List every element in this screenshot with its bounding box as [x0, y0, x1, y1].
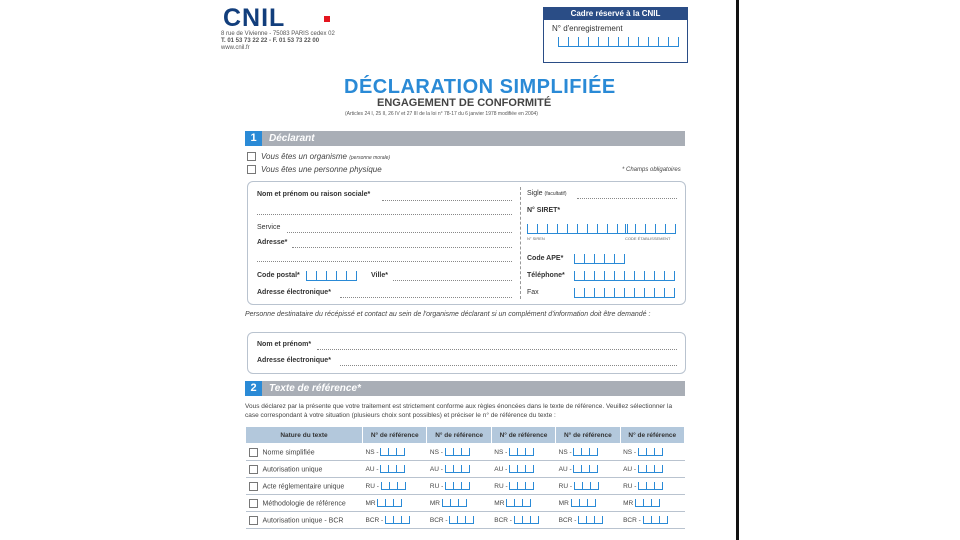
- fax-label: Fax: [527, 289, 539, 296]
- checkbox-organisme[interactable]: [247, 152, 256, 161]
- phone-boxes[interactable]: [574, 271, 675, 281]
- reference-cell[interactable]: NS -: [363, 444, 427, 461]
- registration-number-label: N° d'enregistrement: [552, 24, 623, 33]
- section-2-number: 2: [245, 381, 262, 396]
- postal-code-label: Code postal*: [257, 272, 300, 279]
- sigle-label: Sigle (facultatif): [527, 190, 567, 197]
- address-input[interactable]: [292, 246, 512, 248]
- reference-cell[interactable]: RU -: [491, 478, 555, 495]
- sigle-input[interactable]: [577, 197, 677, 199]
- reference-cell[interactable]: AU -: [427, 461, 491, 478]
- email-input[interactable]: [340, 296, 512, 298]
- row-nature[interactable]: Autorisation unique: [246, 461, 363, 478]
- form-subtitle: ENGAGEMENT DE CONFORMITÉ: [377, 97, 552, 109]
- reference-cell[interactable]: NS -: [556, 444, 620, 461]
- contact-name-label: Nom et prénom*: [257, 341, 312, 348]
- name-input[interactable]: [382, 199, 512, 201]
- ape-label: Code APE*: [527, 255, 564, 262]
- service-label: Service: [257, 224, 281, 231]
- registration-number-boxes[interactable]: [558, 37, 687, 47]
- siren-caption: N° SIREN: [527, 236, 545, 241]
- table-row: [246, 495, 685, 512]
- col-ref-4: N° de référence: [556, 427, 620, 444]
- col-ref-2: N° de référence: [427, 427, 491, 444]
- cnil-logo: CNIL: [223, 4, 286, 32]
- etablissement-caption: CODE ÉTABLISSEMENT: [625, 236, 671, 241]
- city-label: Ville*: [371, 272, 388, 279]
- email-label: Adresse électronique*: [257, 289, 331, 296]
- contact-name-input[interactable]: [317, 348, 677, 350]
- postal-code-boxes[interactable]: [306, 271, 357, 281]
- siret-label: N° SIRET*: [527, 207, 561, 214]
- section-1-number: 1: [245, 131, 262, 146]
- reference-cell[interactable]: RU -: [556, 478, 620, 495]
- reference-cell[interactable]: MR: [620, 495, 684, 512]
- reference-cell[interactable]: MR: [427, 495, 491, 512]
- table-header-row: [246, 427, 685, 444]
- contact-panel: [247, 332, 686, 374]
- option-organisme[interactable]: Vous êtes un organisme (personne morale): [247, 152, 390, 161]
- option-personne-physique[interactable]: Vous êtes une personne physique: [247, 165, 382, 174]
- table-row: [246, 461, 685, 478]
- legal-reference: (Articles 24 I, 25 II, 26 IV et 27 III de la loi n° 78-17 du 6 janvier 1978 modifiée en 2004): [345, 111, 538, 117]
- fax-boxes[interactable]: [574, 288, 675, 298]
- address-label: Adresse*: [257, 239, 288, 246]
- row-nature[interactable]: Norme simplifiée: [246, 444, 363, 461]
- ape-boxes[interactable]: [574, 254, 625, 264]
- form-title: DÉCLARATION SIMPLIFIÉE: [344, 76, 616, 98]
- reference-cell[interactable]: MR: [491, 495, 555, 512]
- reference-cell[interactable]: MR: [556, 495, 620, 512]
- form-page: [207, 0, 737, 540]
- col-ref-5: N° de référence: [620, 427, 684, 444]
- reference-cell[interactable]: RU -: [363, 478, 427, 495]
- required-fields-note: * Champs obligatoires: [622, 167, 681, 173]
- row-nature[interactable]: Autorisation unique - BCR: [246, 512, 363, 529]
- page-edge-rule: [736, 0, 739, 540]
- reference-cell[interactable]: BCR -: [620, 512, 684, 529]
- reference-table: [245, 426, 685, 529]
- section-2-header: [245, 381, 685, 396]
- cnil-reserved-header: Cadre réservé à la CNIL: [544, 8, 687, 20]
- section-2-intro: Vous déclarez par la présente que votre traitement est strictement conforme aux règles énoncées dans le texte de référence. Veuillez sélectionner la case correspondant à votre situation (plusieurs choix sont possibles) et préciser le n° de référence du texte :: [245, 403, 673, 419]
- city-input[interactable]: [393, 279, 512, 281]
- phone-label: Téléphone*: [527, 272, 565, 279]
- reference-cell[interactable]: NS -: [620, 444, 684, 461]
- reference-cell[interactable]: BCR -: [363, 512, 427, 529]
- checkbox-personne-physique[interactable]: [247, 165, 256, 174]
- reference-cell[interactable]: RU -: [427, 478, 491, 495]
- row-nature[interactable]: Méthodologie de référence: [246, 495, 363, 512]
- reference-cell[interactable]: AU -: [556, 461, 620, 478]
- row-checkbox[interactable]: [249, 516, 258, 525]
- row-nature[interactable]: Acte réglementaire unique: [246, 478, 363, 495]
- name-label: Nom et prénom ou raison sociale*: [257, 191, 371, 198]
- reference-cell[interactable]: NS -: [491, 444, 555, 461]
- siren-boxes[interactable]: [527, 224, 628, 234]
- reference-cell[interactable]: AU -: [620, 461, 684, 478]
- row-checkbox[interactable]: [249, 482, 258, 491]
- panel-divider: [520, 187, 522, 299]
- cnil-reserved-box: [543, 7, 688, 63]
- name-input-line-2[interactable]: [257, 213, 512, 215]
- reference-cell[interactable]: NS -: [427, 444, 491, 461]
- section-2-title: Texte de référence*: [269, 383, 361, 394]
- col-ref-3: N° de référence: [491, 427, 555, 444]
- address-input-line-2[interactable]: [257, 260, 512, 262]
- contact-note: Personne destinataire du récépissé et contact au sein de l'organisme déclarant si un complément d'information doit être demandé :: [245, 311, 651, 318]
- service-input[interactable]: [287, 231, 512, 233]
- reference-cell[interactable]: AU -: [363, 461, 427, 478]
- table-row: [246, 444, 685, 461]
- logo-red-dot: [324, 16, 330, 22]
- address-line-1: 8 rue de Vivienne - 75083 PARIS cedex 02: [221, 31, 335, 37]
- col-nature: Nature du texte: [246, 427, 363, 444]
- reference-cell[interactable]: RU -: [620, 478, 684, 495]
- col-ref-1: N° de référence: [363, 427, 427, 444]
- reference-cell[interactable]: BCR -: [427, 512, 491, 529]
- row-checkbox[interactable]: [249, 465, 258, 474]
- contact-email-input[interactable]: [340, 364, 677, 366]
- reference-cell[interactable]: AU -: [491, 461, 555, 478]
- reference-cell[interactable]: MR: [363, 495, 427, 512]
- section-1-title: Déclarant: [269, 133, 315, 144]
- address-line-3: www.cnil.fr: [221, 45, 250, 51]
- table-row: [246, 512, 685, 529]
- contact-email-label: Adresse électronique*: [257, 357, 331, 364]
- section-1-header: [245, 131, 685, 146]
- etablissement-boxes[interactable]: [625, 224, 676, 234]
- address-line-2: T. 01 53 73 22 22 - F. 01 53 73 22 00: [221, 38, 320, 44]
- reference-cell[interactable]: BCR -: [556, 512, 620, 529]
- row-checkbox[interactable]: [249, 448, 258, 457]
- table-row: [246, 478, 685, 495]
- reference-cell[interactable]: BCR -: [491, 512, 555, 529]
- row-checkbox[interactable]: [249, 499, 258, 508]
